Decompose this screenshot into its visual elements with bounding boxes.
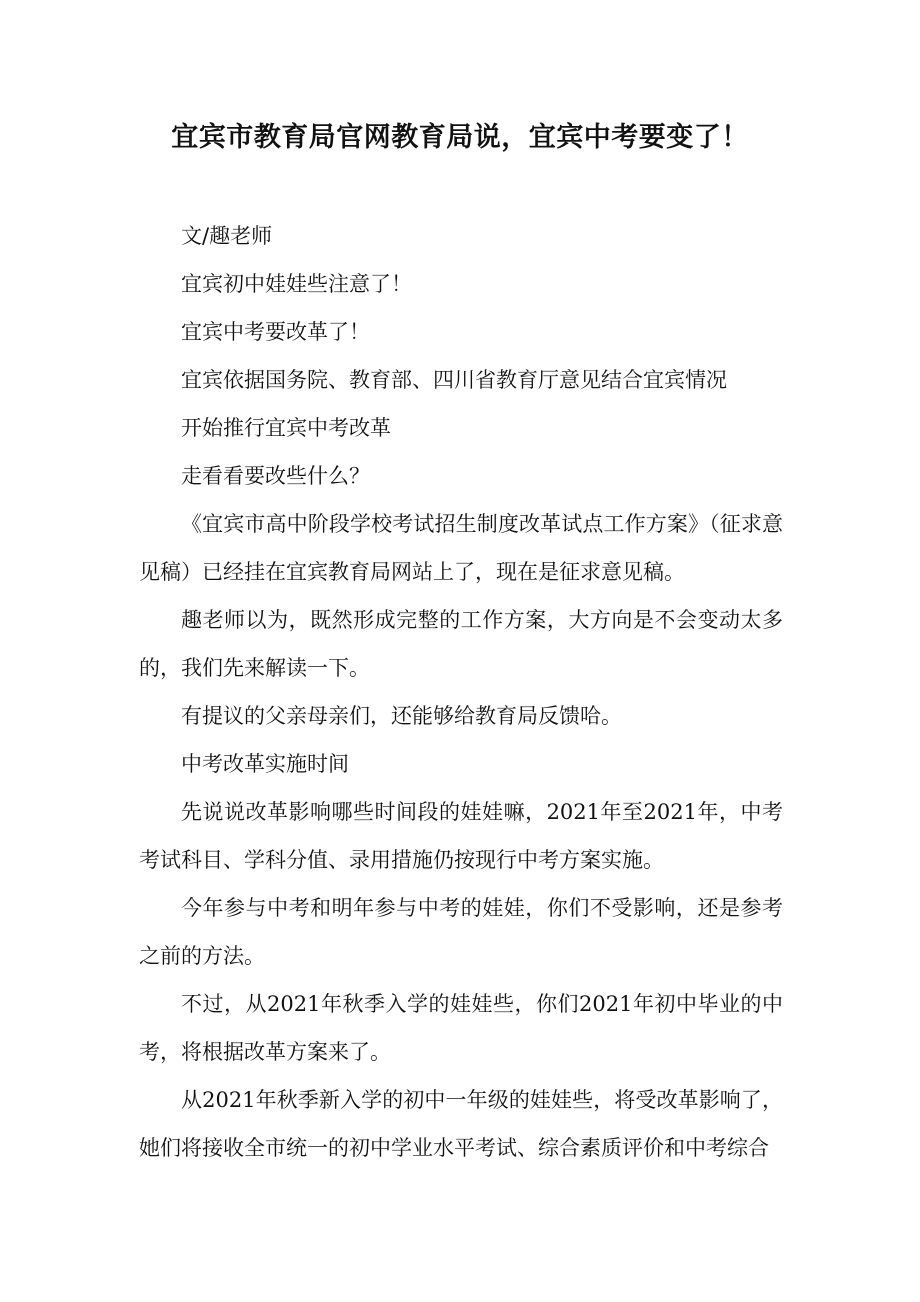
paragraph-11: 今年参与中考和明年参与中考的娃娃，你们不受影响，还是参考之前的方法。 [139, 896, 783, 968]
paragraph-10: 先说说改革影响哪些时间段的娃娃嘛，2021年至2021年，中考考试科目、学科分值、录用措施仍按现行中考方案实施。 [139, 800, 783, 872]
paragraph-4: 开始推行宜宾中考改革 [181, 416, 391, 440]
paragraph-7: 趣老师以为，既然形成完整的工作方案，大方向是不会变动太多的，我们先来解读一下。 [139, 608, 783, 680]
section-heading: 中考改革实施时间 [181, 752, 349, 776]
author-line: 文/趣老师 [181, 224, 273, 248]
paragraph-5: 走看看要改些什么？ [181, 464, 370, 488]
paragraph-2: 宜宾中考要改革了！ [181, 320, 370, 344]
paragraph-12: 不过，从2021年秋季入学的娃娃些，你们2021年初中毕业的中考，将根据改革方案来了。 [139, 992, 783, 1064]
paragraph-3: 宜宾依据国务院、教育部、四川省教育厅意见结合宜宾情况 [181, 368, 727, 392]
paragraph-6: 《宜宾市高中阶段学校考试招生制度改革试点工作方案》（征求意见稿）已经挂在宜宾教育局网站上了，现在是征求意见稿。 [139, 512, 783, 584]
paragraph-13: 从2021年秋季新入学的初中一年级的娃娃些，将受改革影响了，她们将接收全市统一的初中学业水平考试、综合素质评价和中考综合 [139, 1088, 783, 1160]
paragraph-8: 有提议的父亲母亲们，还能够给教育局反馈哈。 [181, 704, 622, 728]
document-body [139, 212, 783, 1172]
paragraph-1: 宜宾初中娃娃些注意了！ [181, 272, 412, 296]
document-title: 宜宾市教育局官网教育局说，宜宾中考要变了！ [171, 122, 749, 153]
